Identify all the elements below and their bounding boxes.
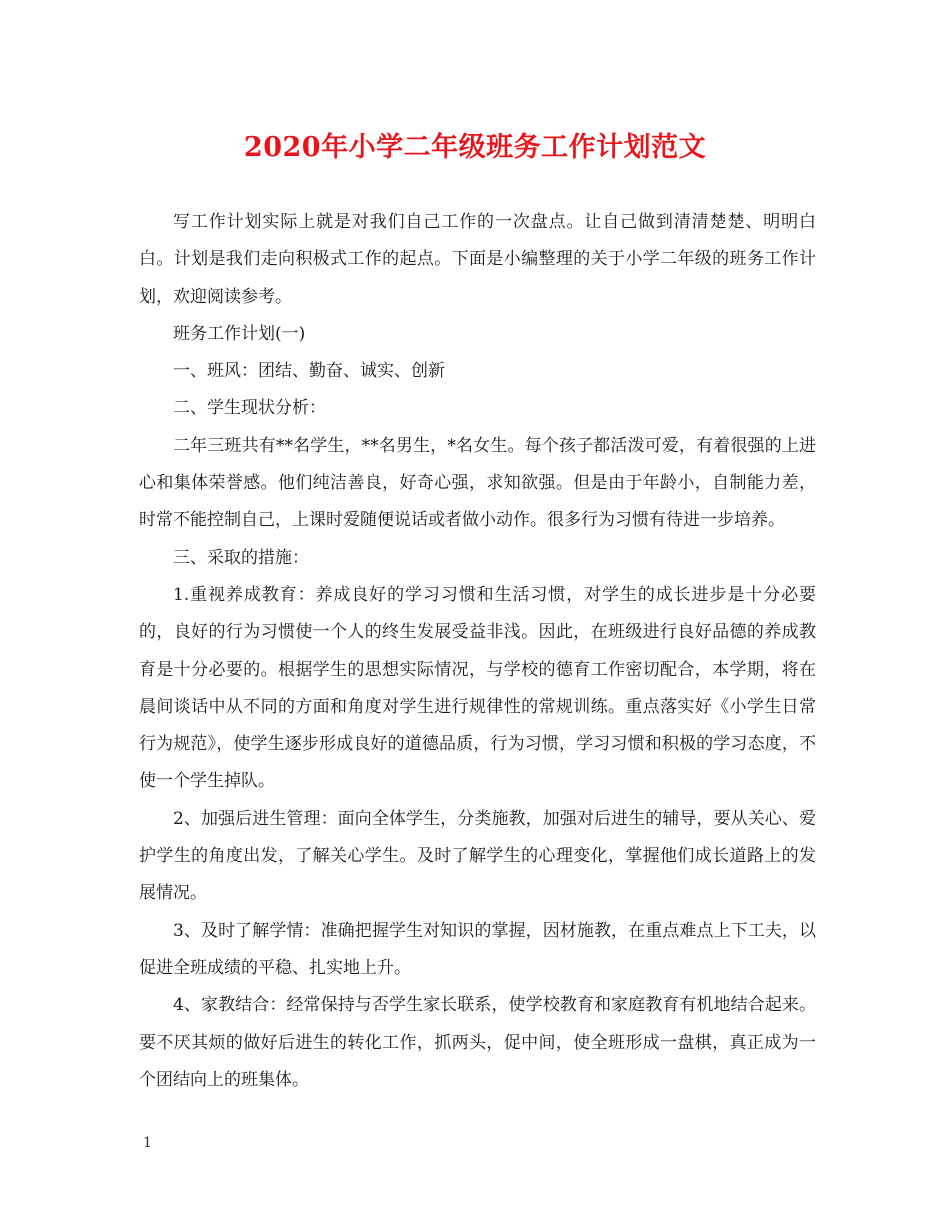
measure-paragraph-4: 4、家教结合：经常保持与否学生家长联系，使学校教育和家庭教育有机地结合起来。要不厌其烦的做好后进生的转化工作，抓两头，促中间，使全班形成一盘棋，真正成为一个团结向上的班集体。 [139,995,816,1090]
section-heading-class-style: 一、班风：团结、勤奋、诚实、创新 [173,361,445,382]
document-title: 2020年小学二年级班务工作计划范文 [243,132,707,163]
intro-paragraph: 写工作计划实际上就是对我们自己工作的一次盘点。让自己做到清清楚楚、明明白白。计划是我们走向积极式工作的起点。下面是小编整理的关于小学二年级的班务工作计划，欢迎阅读参考。 [139,212,816,307]
measure-paragraph-2: 2、加强后进生管理：面向全体学生，分类施教，加强对后进生的辅导，要从关心、爱护学生的角度出发，了解关心学生。及时了解学生的心理变化，掌握他们成长道路上的发展情况。 [139,808,816,904]
section-heading-measures: 三、采取的措施： [173,547,309,568]
section-heading-student-analysis: 二、学生现状分析： [173,398,326,419]
measure-paragraph-1: 1.重视养成教育：养成良好的学习习惯和生活习惯，对学生的成长进步是十分必要的，良好的行为习惯使一个人的终生发展受益非浅。因此，在班级进行良好品德的养成教育是十分必要的。根据学生的思想实际情况，与学校的德育工作密切配合，本学期，将在晨间谈话中从不同的方面和角度对学生进行规律性的常规训练。重点落实好《小学生日常行为规范》，使学生逐步形成良好的道德品质，行为习惯，学习习惯和积极的学习态度，不使一个学生掉队。 [139,584,816,792]
plan-heading: 班务工作计划(一) [173,323,306,344]
document-body [139,204,816,1099]
student-analysis-paragraph: 二年三班共有**名学生，**名男生，*名女生。每个孩子都活泼可爱，有着很强的上进心和集体荣誉感。他们纯洁善良，好奇心强，求知欲强。但是由于年龄小，自制能力差，时常不能控制自己，上课时爱随便说话或者做小动作。很多行为习惯有待进一步培养。 [139,435,816,531]
page-number: 1 [143,1135,152,1151]
measure-paragraph-3: 3、及时了解学情：准确把握学生对知识的掌握，因材施教，在重点难点上下工夫，以促进全班成绩的平稳、扎实地上升。 [139,920,816,978]
